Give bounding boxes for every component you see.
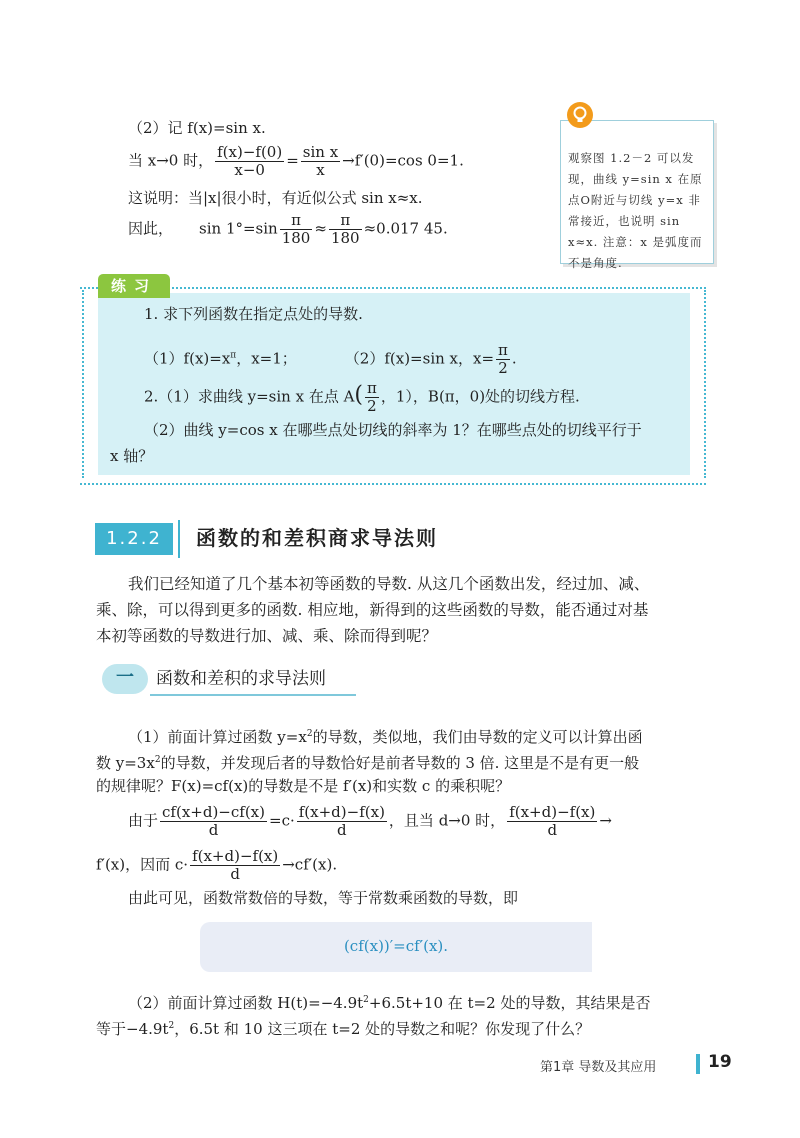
para3-line2-sup: 2	[168, 1021, 175, 1031]
derivation-prefix: 由于	[128, 811, 159, 830]
section-divider	[178, 520, 180, 558]
practice-border-right	[704, 290, 706, 478]
fraction-6-den: 2	[367, 397, 377, 415]
para3-line2-b: ，6.5t 和 10 这三项在 t=2 处的导数之和呢？你发现了什么？	[174, 1020, 591, 1038]
derivation-mid2: ，且当 d→0 时，	[388, 811, 506, 830]
para3-line1-b: +6.5t+10 在 t=2 处的导数，其结果是否	[368, 994, 651, 1012]
derivation-mid1: =c·	[269, 811, 295, 830]
intro-line-4-prefix: 因此，	[128, 219, 174, 238]
fraction-4-num: π	[329, 212, 362, 230]
fraction-8	[297, 804, 387, 839]
derivation-line2	[96, 848, 337, 883]
intro-line-4	[128, 212, 448, 247]
fraction-7	[160, 804, 267, 839]
fraction-2-num: sin x	[302, 143, 339, 161]
formula-text: (cf(x))′=cf′(x).	[343, 937, 449, 955]
practice-q1-a-sup: π	[230, 350, 237, 361]
para2-line1	[128, 724, 643, 747]
approx-sign: ≈	[314, 219, 327, 238]
practice-q1: 1. 求下列函数在指定点处的导数.	[144, 305, 363, 323]
para2-line1-b: 的导数，类似地，我们由导数的定义可以计算出函	[312, 728, 643, 746]
side-note-text: 观察图 1.2－2 可以发现，曲线 y=sin x 在原点O附近与切线 y=x 非常接近，也说明 sin x≈x. 注意：x 是弧度而不是角度.	[568, 151, 703, 270]
equals-sign: =	[286, 151, 299, 170]
derivation-conclusion: 由此可见，函数常数倍的导数，等于常数乘函数的导数，即	[128, 889, 519, 907]
fraction-5-den: 2	[498, 359, 508, 377]
fraction-4-den: 180	[330, 229, 360, 247]
subsection-underline	[150, 694, 356, 696]
section-title: 函数的和差积商求导法则	[196, 526, 438, 550]
fraction-4	[329, 212, 362, 247]
practice-q1-parts	[144, 342, 517, 377]
para3-line2-a: 等于−4.9t	[96, 1020, 169, 1038]
intro-line-4-mid: sin 1°=sin	[199, 219, 278, 238]
fraction-3	[280, 212, 313, 247]
derivation-l2-prefix: f′(x)，因而 c·	[96, 855, 189, 874]
derivation-l2-suffix: →cf′(x).	[282, 855, 338, 874]
fraction-7-num: cf(x+d)−cf(x)	[162, 803, 265, 821]
footer-divider	[696, 1054, 700, 1074]
para2-line2-sup: 2	[154, 755, 161, 765]
fraction-5-num: π	[498, 341, 508, 359]
para3-line1-a: （2）前面计算过函数 H(t)=−4.9t	[128, 994, 364, 1012]
intro-line-2-prefix: 当 x→0 时，	[128, 151, 214, 170]
practice-q2-b-line2: x 轴？	[110, 447, 154, 465]
derivation-line1	[128, 804, 612, 839]
fraction-10-den: d	[230, 865, 240, 883]
fraction-2-den: x	[316, 161, 325, 179]
fraction-1	[215, 144, 284, 179]
fraction-6	[365, 380, 379, 415]
fraction-9-den: d	[547, 821, 558, 839]
para3-line2	[96, 1016, 590, 1039]
para1-line2: 乘、除，可以得到更多的函数. 相应地，新得到的这些函数的导数，能否通过对基	[96, 601, 649, 619]
fraction-8-num: f(x+d)−f(x)	[298, 803, 385, 821]
practice-border-left	[82, 290, 84, 478]
fraction-9	[507, 804, 597, 839]
practice-q2-paren: (	[354, 382, 364, 408]
fraction-10	[190, 848, 280, 883]
para2-line2	[96, 750, 639, 773]
lightbulb-icon	[567, 102, 593, 128]
intro-line-2-suffix: →f′(0)=cos 0=1.	[342, 151, 464, 170]
para2-line2-a: 数 y=3x	[96, 754, 155, 772]
page-number: 19	[708, 1052, 732, 1072]
footer-chapter: 第1章 导数及其应用	[540, 1060, 657, 1075]
fraction-1-den: x−0	[234, 161, 265, 179]
fraction-7-den: d	[208, 821, 219, 839]
para3-line1	[128, 990, 650, 1013]
derivation-arrow: →	[599, 811, 612, 830]
fraction-3-den: 180	[281, 229, 311, 247]
section-number: 1.2.2	[95, 523, 173, 555]
fraction-6-num: π	[367, 379, 377, 397]
para2-line2-b: 的导数，并发现后者的导数恰好是前者导数的 3 倍. 这里是不是有更一般	[160, 754, 640, 772]
fraction-9-num: f(x+d)−f(x)	[509, 803, 596, 821]
practice-q2-tail: ，1），B(π，0)处的切线方程.	[380, 387, 580, 406]
para1-line3: 本初等函数的导数进行加、减、乘、除而得到呢？	[96, 627, 438, 645]
fraction-2	[301, 144, 340, 179]
para3-line1-sup: 2	[363, 995, 369, 1005]
fraction-1-num: f(x)−f(0)	[217, 143, 283, 161]
fraction-5	[496, 342, 510, 377]
subsection-marker: 一	[102, 664, 148, 694]
practice-q1-a: （1）f(x)=x	[144, 349, 231, 368]
para2-line3: 的规律呢？F(x)=cf(x)的导数是不是 f′(x)和实数 c 的乘积呢？	[96, 777, 511, 795]
practice-q1-b-tail: .	[511, 349, 517, 368]
practice-q1-b: （2）f(x)=sin x，x=	[344, 349, 495, 368]
intro-line-3: 这说明：当|x|很小时，有近似公式 sin x≈x.	[128, 189, 423, 207]
para2-line1-a: （1）前面计算过函数 y=x	[128, 728, 307, 746]
practice-q2-b-line1: （2）曲线 y=cos x 在哪些点处切线的斜率为 1？在哪些点处的切线平行于	[144, 421, 642, 439]
fraction-10-num: f(x+d)−f(x)	[192, 847, 279, 865]
para2-line1-sup: 2	[306, 729, 313, 739]
subsection-title: 函数和差积的求导法则	[156, 669, 326, 689]
intro-line-4-suffix: ≈0.017 45.	[363, 219, 448, 238]
practice-q2	[144, 380, 580, 415]
fraction-8-den: d	[337, 821, 347, 839]
para1-line1: 我们已经知道了几个基本初等函数的导数. 从这几个函数出发，经过加、减、	[128, 575, 650, 593]
practice-q1-a-tail: ，x=1；	[236, 349, 297, 368]
practice-tab: 练习	[98, 274, 170, 298]
fraction-3-num: π	[280, 212, 313, 230]
intro-line-2	[128, 144, 464, 179]
intro-line-1: （2）记 f(x)=sin x.	[128, 119, 266, 137]
practice-q2-head: 2.（1）求曲线 y=sin x 在点 A	[144, 387, 355, 406]
